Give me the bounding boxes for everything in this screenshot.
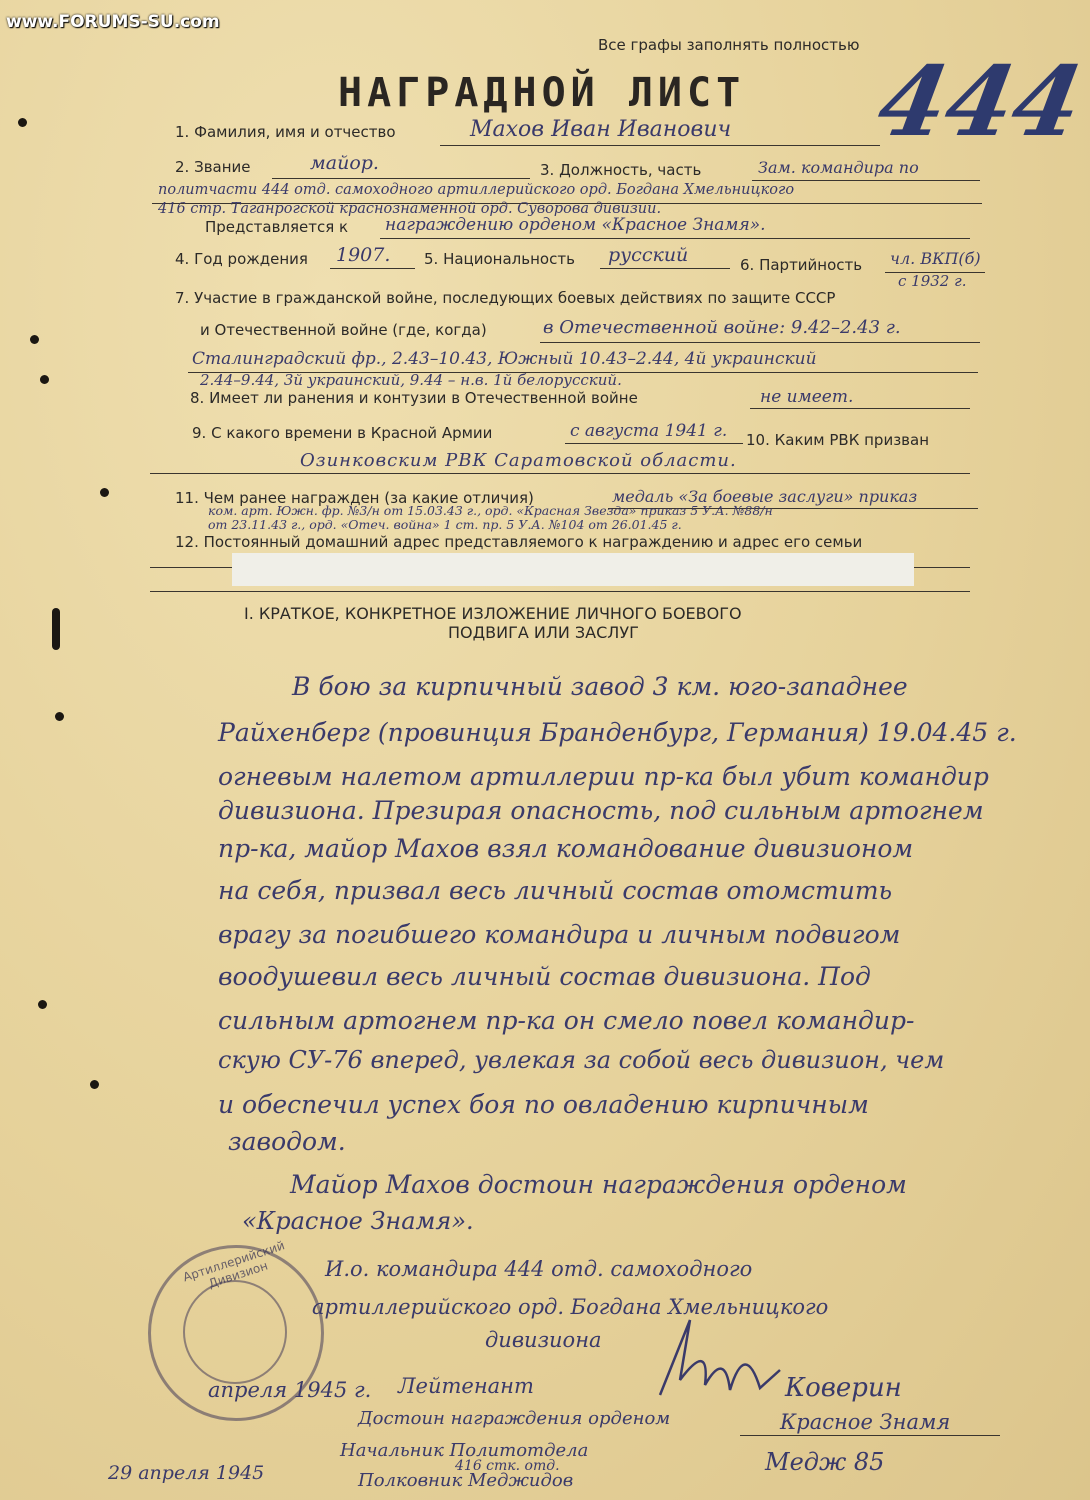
narrative-line: пр-ка, майор Махов взял командование дивизионом [218, 834, 914, 863]
field-9-value: с августа 1941 г. [570, 421, 728, 441]
signature-line-1: И.о. командира 444 отд. самоходного [325, 1257, 753, 1281]
binder-hole [40, 375, 49, 384]
field-4-line [330, 268, 415, 269]
resolution-line-3: Полковник Меджидов [358, 1470, 574, 1491]
resolution-line-2: Начальник Политотдела [340, 1440, 589, 1461]
field-3-label: 3. Должность, часть [540, 161, 702, 179]
section-title-1: I. КРАТКОЕ, КОНКРЕТНОЕ ИЗЛОЖЕНИЕ ЛИЧНОГО БОЕВОГО [244, 604, 742, 623]
narrative-line: врагу за погибшего командира и личным подвигом [218, 920, 901, 949]
redaction-bar [232, 553, 914, 586]
resolution-underline [740, 1435, 1000, 1436]
field-4-label: 4. Год рождения [175, 250, 308, 268]
section-title-2: ПОДВИГА ИЛИ ЗАСЛУГ [448, 623, 639, 642]
signature-rank: Лейтенант [398, 1374, 534, 1398]
binder-hole [38, 1000, 47, 1009]
binder-hole [55, 712, 64, 721]
field-7-label-2: и Отечественной войне (где, когда) [200, 321, 487, 339]
narrative-line: В бою за кирпичный завод 3 км. юго-западнее [292, 672, 908, 701]
signature-name: Коверин [785, 1373, 902, 1403]
binder-hole [30, 335, 39, 344]
field-11-label: 11. Чем ранее награжден (за какие отличия) [175, 489, 534, 507]
field-7-value-2: Сталинградский фр., 2.43–10.43, Южный 10.43–2.44, 4й украинский [192, 349, 817, 369]
field-7-line-1 [540, 342, 980, 343]
binder-hole [90, 1080, 99, 1089]
field-3-value-1: Зам. командира по [758, 158, 919, 177]
field-11-value-3: от 23.11.43 г., орд. «Отеч. война» 1 ст. пр. 5 У.А. №104 от 26.01.45 г. [208, 517, 682, 532]
narrative-line: «Красное Знамя». [242, 1207, 474, 1235]
watermark: www.FORUMS-SU.com [6, 12, 220, 32]
narrative-line: огневым налетом артиллерии пр-ка был убит командир [218, 762, 989, 791]
field-7-value-3: 2.44–9.44, 3й украинский, 9.44 – н.в. 1й белорусский. [200, 371, 622, 389]
handwritten-signature [650, 1310, 790, 1410]
field-5-line [600, 268, 730, 269]
resolution-line-1: Достоин награждения орденом [358, 1408, 671, 1429]
resolution-signature: Медж 85 [765, 1448, 885, 1476]
present-line [380, 238, 970, 239]
field-11-value-1: медаль «За боевые заслуги» приказ [612, 487, 918, 506]
seal-text: Артиллерийский Дивизион [181, 1238, 287, 1291]
narrative-line: воодушевил весь личный состав дивизиона. Под [218, 962, 871, 991]
narrative-line: и обеспечил успех боя по овладению кирпичным [218, 1090, 869, 1119]
field-3-line-1 [752, 180, 980, 181]
field-1-label: 1. Фамилия, имя и отчество [175, 123, 396, 141]
resolution-line-1b: Красное Знамя [780, 1410, 951, 1434]
field-9-line [565, 443, 743, 444]
page-title: НАГРАДНОЙ ЛИСТ [338, 70, 746, 116]
signature-line-2: артиллерийского орд. Богдана Хмельницкого [312, 1295, 829, 1319]
field-8-label: 8. Имеет ли ранения и контузии в Отечественной войне [190, 389, 638, 407]
binder-hole [100, 488, 109, 497]
field-3-value-2: политчасти 444 отд. самоходного артиллерийского орд. Богдана Хмельницкого [158, 182, 795, 198]
field-6-value-2: с 1932 г. [898, 272, 967, 290]
field-2-value: майор. [310, 152, 379, 174]
narrative-line: заводом. [228, 1127, 346, 1156]
resolution-line-2b: 416 стк. отд. [455, 1458, 560, 1474]
field-11-value-2: ком. арт. Южн. фр. №3/н от 15.03.43 г., орд. «Красная Звезда» приказ 5 У.А. №88/н [208, 503, 773, 518]
narrative-line: Райхенберг (провинция Бранденбург, Германия) 19.04.45 г. [218, 718, 1017, 747]
seal-inner-ring [183, 1280, 287, 1384]
field-5-label: 5. Национальность [424, 250, 575, 268]
field-3-value-3: 416 стр. Таганрогской краснознаменной орд. Суворова дивизии. [158, 201, 662, 217]
field-10-line [150, 473, 970, 474]
present-label: Представляется к [205, 218, 349, 236]
field-1-value: Махов Иван Иванович [470, 117, 732, 142]
field-2-line [272, 178, 530, 179]
resolution-date: 29 апреля 1945 [108, 1462, 265, 1484]
field-12-line-2 [150, 591, 970, 592]
signature-date: апреля 1945 г. [208, 1378, 372, 1402]
corner-number: 444 [870, 45, 1090, 158]
narrative-line: сильным артогнем пр-ка он смело повел командир- [218, 1006, 915, 1035]
present-value: награждению орденом «Красное Знамя». [385, 215, 766, 235]
header-note: Все графы заполнять полностью [598, 36, 860, 54]
field-5-value: русский [608, 244, 689, 266]
binder-slot [52, 608, 60, 650]
narrative-line: дивизиона. Презирая опасность, под сильным артогнем [218, 796, 984, 825]
binder-hole [18, 118, 27, 127]
field-10-value: Озинковским РВК Саратовской области. [300, 450, 737, 471]
field-1-line [440, 145, 880, 146]
field-12-label: 12. Постоянный домашний адрес представляемого к награждению и адрес его семьи [175, 533, 863, 551]
field-7-value-1: в Отечественной войне: 9.42–2.43 г. [543, 317, 901, 338]
field-2-label: 2. Звание [175, 158, 251, 176]
field-10-label: 10. Каким РВК призван [746, 431, 930, 449]
signature-line-3: дивизиона [485, 1328, 602, 1352]
narrative-line: скую СУ-76 вперед, увлекая за собой весь дивизион, чем [218, 1046, 945, 1074]
field-4-value: 1907. [336, 244, 391, 266]
field-7-label-1: 7. Участие в гражданской войне, последующих боевых действиях по защите СССР [175, 289, 836, 307]
field-6-label: 6. Партийность [740, 256, 863, 274]
field-9-label: 9. С какого времени в Красной Армии [192, 424, 493, 442]
field-8-line [750, 408, 970, 409]
narrative-line: Майор Махов достоин награждения орденом [290, 1170, 907, 1199]
field-6-value-1: чл. ВКП(б) [890, 249, 981, 268]
field-8-value: не имеет. [760, 387, 854, 407]
narrative-line: на себя, призвал весь личный состав отомстить [218, 876, 893, 905]
